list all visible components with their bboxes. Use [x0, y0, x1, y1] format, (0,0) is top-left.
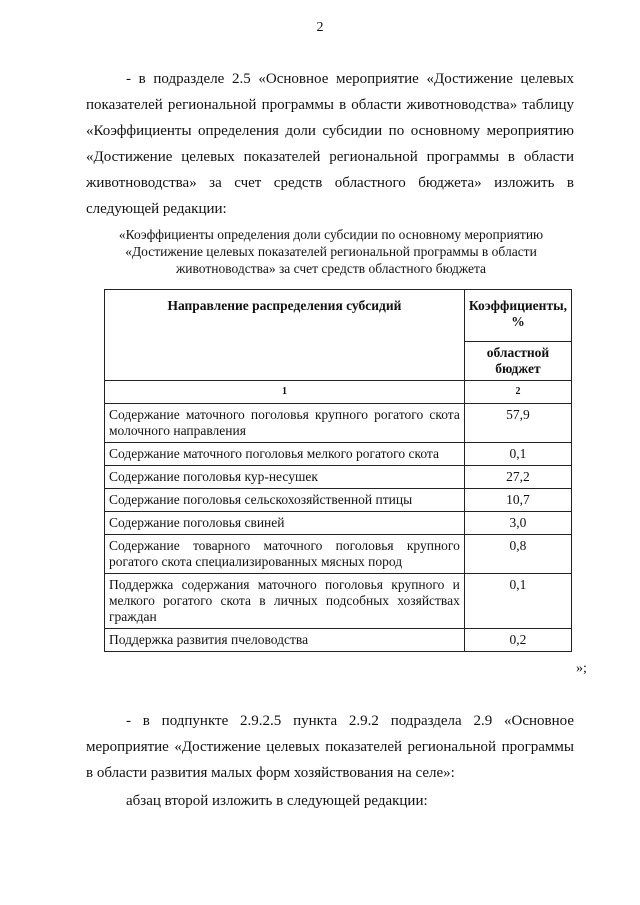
page-number: 2 — [316, 20, 324, 35]
row-direction: Поддержка развития пчеловодства — [105, 629, 465, 652]
coefficients-table — [104, 289, 572, 652]
header-coefficients: Коэффициенты, % — [464, 290, 571, 342]
table-row — [105, 574, 572, 629]
table-header-row — [105, 290, 572, 342]
table-row — [105, 535, 572, 574]
row-direction: Содержание поголовья свиней — [105, 512, 465, 535]
table-row — [105, 443, 572, 466]
table-row — [105, 404, 572, 443]
row-value: 3,0 — [464, 512, 571, 535]
paragraph-second-abstract: абзац второй изложить в следующей редакции: — [126, 793, 428, 809]
row-direction: Содержание маточного поголовья мелкого рогатого скота — [105, 443, 465, 466]
row-value: 0,2 — [464, 629, 571, 652]
row-direction: Содержание поголовья кур-несушек — [105, 466, 465, 489]
closing-quote: »; — [576, 661, 587, 676]
header-budget: областной бюджет — [464, 342, 571, 381]
header-direction: Направление распределения субсидий — [105, 290, 465, 381]
row-value: 0,1 — [464, 574, 571, 629]
table-row — [105, 489, 572, 512]
row-value: 0,1 — [464, 443, 571, 466]
table-title: «Коэффициенты определения доли субсидии по основному мероприятию «Достижение целевых показателей региональной программы в области животноводства» за счет средств областного бюджета — [118, 227, 544, 276]
intro-paragraph: - в подразделе 2.5 «Основное мероприятие «Достижение целевых показателей региональной программы в области животноводства» таблицу «Коэффициенты определения доли субсидии по основному мероприятию «Достижение целевых показателей региональной программы в области животноводства» за счет средств областного бюджета» изложить в следующей редакции: — [86, 71, 574, 217]
table-row — [105, 629, 572, 652]
column-number-1: 1 — [105, 381, 465, 404]
table-row — [105, 466, 572, 489]
row-value: 0,8 — [464, 535, 571, 574]
row-value: 27,2 — [464, 466, 571, 489]
row-direction: Содержание поголовья сельскохозяйственной птицы — [105, 489, 465, 512]
row-direction: Поддержка содержания маточного поголовья крупного и мелкого рогатого скота в личных подсобных хозяйствах граждан — [105, 574, 465, 629]
table-row — [105, 512, 572, 535]
column-number-row — [105, 381, 572, 404]
row-value: 57,9 — [464, 404, 571, 443]
row-direction: Содержание товарного маточного поголовья крупного рогатого скота специализированных мясных пород — [105, 535, 465, 574]
row-direction: Содержание маточного поголовья крупного рогатого скота молочного направления — [105, 404, 465, 443]
row-value: 10,7 — [464, 489, 571, 512]
column-number-2: 2 — [464, 381, 571, 404]
paragraph-subpoint: - в подпункте 2.9.2.5 пункта 2.9.2 подраздела 2.9 «Основное мероприятие «Достижение целевых показателей региональной программы в области развития малых форм хозяйствования на селе»: — [86, 713, 574, 781]
